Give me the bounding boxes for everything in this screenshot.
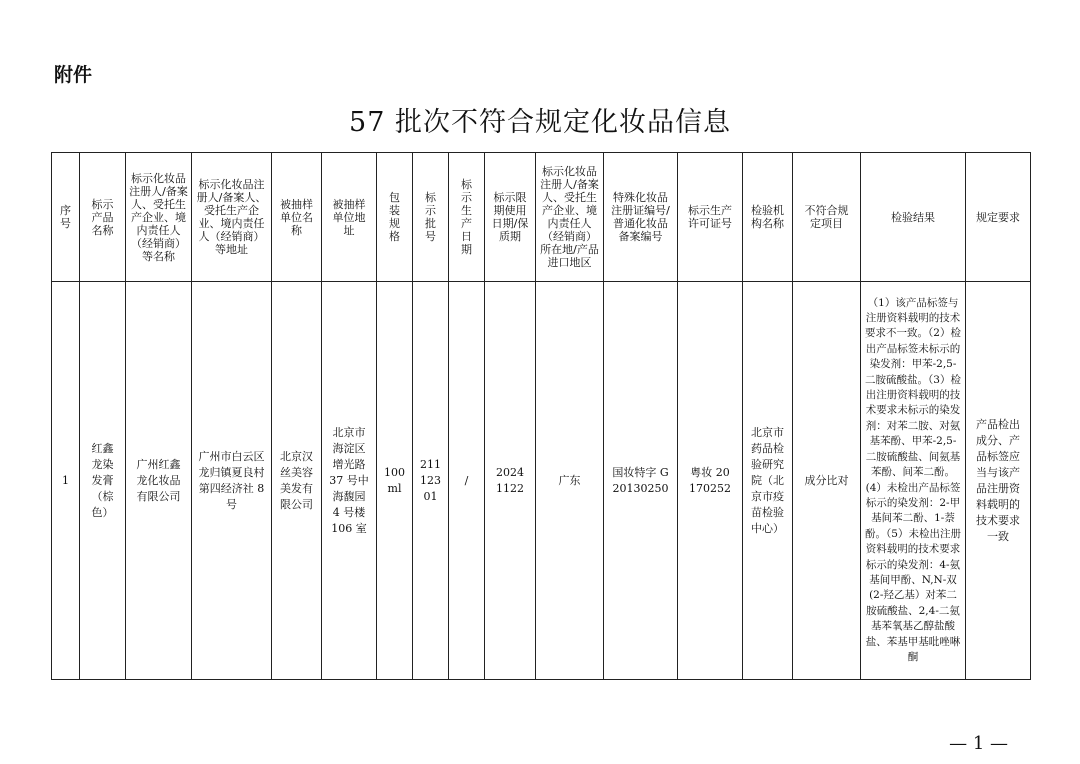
document-title: 57 批次不符合规定化妆品信息 xyxy=(349,107,731,138)
col-header-registrant-address: 标示化妆品注册人/备案人、受托生产企业、境内责任人（经销商）等地址 xyxy=(192,153,272,282)
cell-package-spec: 100 ml xyxy=(377,282,413,680)
col-header-registrant-name: 标示化妆品注册人/备案人、受托生产企业、境内责任人（经销商）等名称 xyxy=(126,153,192,282)
attachment-label: 附件 xyxy=(54,64,93,86)
col-header-batch-number: 标示批号 xyxy=(413,153,449,282)
col-header-sampled-unit-address: 被抽样单位地址 xyxy=(322,153,377,282)
col-header-product-name: 标示产品名称 xyxy=(80,153,126,282)
col-header-requirement: 规定要求 xyxy=(966,153,1031,282)
cell-registrant-address: 广州市白云区龙归镇夏良村第四经济社 8 号 xyxy=(192,282,272,680)
nonconforming-cosmetics-table xyxy=(51,152,1031,680)
col-header-registration-number: 特殊化妆品注册证编号/普通化妆品备案编号 xyxy=(604,153,678,282)
col-header-test-result: 检验结果 xyxy=(861,153,966,282)
page-number: — 1 — xyxy=(949,733,1008,754)
cell-batch-number: 21112301 xyxy=(413,282,449,680)
cell-sampled-unit-address: 北京市海淀区增光路 37 号中海馥园 4 号楼 106 室 xyxy=(322,282,377,680)
col-header-testing-institution: 检验机构名称 xyxy=(743,153,793,282)
col-header-sampled-unit-name: 被抽样单位名称 xyxy=(272,153,322,282)
cell-requirement: 产品检出成分、产品标签应当与该产品注册资料载明的技术要求一致 xyxy=(966,282,1031,680)
cell-index: 1 xyxy=(52,282,80,680)
cell-production-date: / xyxy=(449,282,485,680)
cell-registrant-name: 广州红鑫龙化妆品有限公司 xyxy=(126,282,192,680)
col-header-package-spec: 包装规格 xyxy=(377,153,413,282)
cell-test-result: （1）该产品标签与注册资料载明的技术要求不一致。（2）检出产品标签未标示的染发剂：甲苯-2,5-二胺硫酸盐。（3）检出注册资料载明的技术要求未标示的染发剂：对苯二胺、对氨基苯酚、甲苯-2,5-二胺硫酸盐、间氨基苯酚、间苯二酚。(4）未检出产品标签标示的染发剂：2-甲基间苯二酚、1-萘酚。（5）未检出注册资料载明的技术要求标示的染发剂：4-氨基间甲酚、N,N-双(2-羟乙基）对苯二胺硫酸盐、2,4-二氨基苯氧基乙醇盐酸盐、苯基甲基吡唑啉酮 xyxy=(861,282,966,680)
cell-nonconforming-item: 成分比对 xyxy=(793,282,861,680)
table-header-row xyxy=(52,153,1031,282)
cell-production-license: 粤妆 20170252 xyxy=(678,282,743,680)
col-header-production-license: 标示生产许可证号 xyxy=(678,153,743,282)
cell-expiry-date: 20241122 xyxy=(485,282,536,680)
col-header-nonconforming-item: 不符合规定项目 xyxy=(793,153,861,282)
table-row xyxy=(52,282,1031,680)
col-header-production-date: 标示生产日期 xyxy=(449,153,485,282)
cell-location: 广东 xyxy=(536,282,604,680)
cell-registration-number: 国妆特字 G20130250 xyxy=(604,282,678,680)
cell-sampled-unit-name: 北京汉丝美容美发有限公司 xyxy=(272,282,322,680)
col-header-expiry-date: 标示限期使用日期/保质期 xyxy=(485,153,536,282)
cell-testing-institution: 北京市药品检验研究院（北京市疫苗检验中心） xyxy=(743,282,793,680)
col-header-location: 标示化妆品注册人/备案人、受托生产企业、境内责任人（经销商）所在地/产品进口地区 xyxy=(536,153,604,282)
cell-product-name: 红鑫龙染发膏（棕色） xyxy=(80,282,126,680)
col-header-index: 序号 xyxy=(52,153,80,282)
